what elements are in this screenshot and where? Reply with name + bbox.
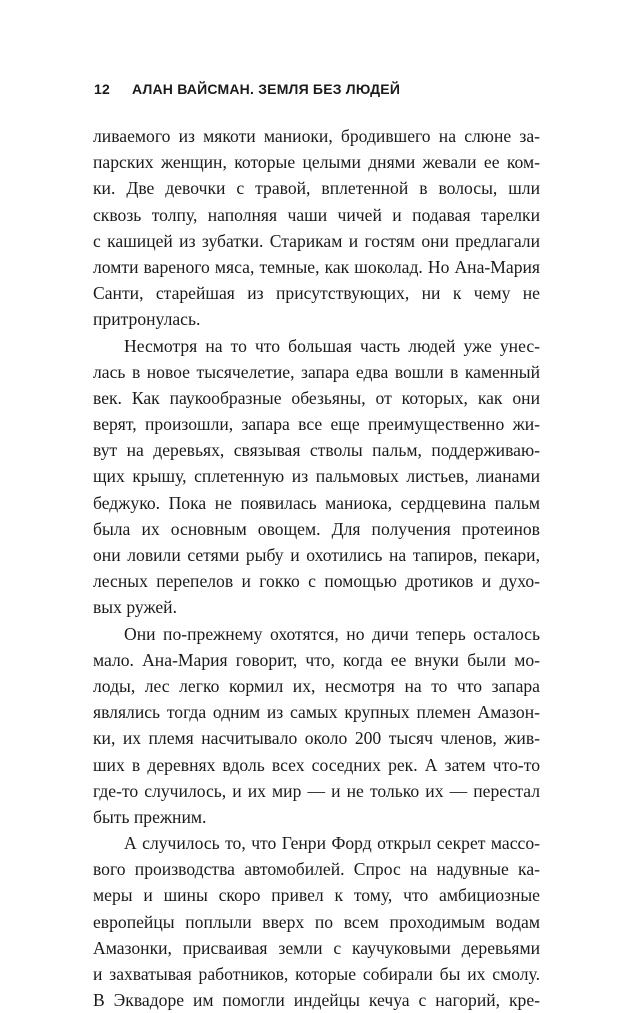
text-line: была их основным овощем. Для получения протеинов bbox=[93, 518, 540, 539]
text-line: они ловили сетями рыбу и охотились на тапиров, пекари, bbox=[93, 545, 540, 565]
text-line: вого производства автомобилей. Спрос на надувные ка- bbox=[93, 859, 540, 880]
text-line: европейцы поплыли вверх по всем проходимым водам bbox=[93, 911, 540, 932]
text-line: меры и шины скоро привел к тому, что амбициозные bbox=[93, 885, 540, 906]
body-text bbox=[93, 123, 540, 1013]
text-line: вут на деревьях, связывая стволы пальм, поддерживаю- bbox=[93, 440, 540, 461]
text-line: беджуко. Пока не появилась маниока, сердцевина пальм bbox=[93, 492, 540, 513]
text-line: быть прежним. bbox=[93, 806, 207, 827]
text-line: щих крышу, сплетенную из пальмовых листьев, лианами bbox=[93, 466, 540, 487]
text-line: ки. Две девочки с травой, вплетенной в волосы, шли bbox=[93, 178, 540, 199]
text-line: верят, произошли, запара все еще преимущественно жи- bbox=[93, 414, 540, 435]
text-line: мало. Ана-Мария говорит, что, когда ее внуки были мо- bbox=[93, 649, 540, 670]
text-line: Амазонки, присваивая земли с каучуковыми деревьями bbox=[93, 937, 540, 958]
text-line: являлись тогда одним из самых крупных племен Амазон- bbox=[93, 702, 540, 723]
text-line: век. Как паукообразные обезьяны, от которых, как они bbox=[93, 387, 540, 408]
text-line: с кашицей из зубатки. Старикам и гостям они предлагали bbox=[93, 230, 540, 251]
text-line: ших в деревнях вдоль всех соседних рек. А затем что-то bbox=[93, 754, 540, 775]
text-line: притронулась. bbox=[93, 309, 201, 330]
text-line: лась в новое тысячелетие, запара едва вошли в каменный bbox=[93, 361, 540, 382]
text-line: Несмотря на то что большая часть людей уже унес- bbox=[124, 335, 540, 356]
text-line: ливаемого из мякоти маниоки, бродившего на слюне за- bbox=[93, 126, 540, 146]
text-line: сквозь толпу, наполняя чаши чичей и подавая тарелки bbox=[93, 204, 540, 225]
text-line: ломти вареного мяса, темные, как шоколад. Но Ана-Мария bbox=[93, 256, 540, 277]
text-line: лоды, лес легко кормил их, несмотря на то что запара bbox=[93, 675, 540, 696]
text-line: и захватывая работников, которые собирали бы их смолу. bbox=[93, 964, 540, 984]
text-line: ки, их племя насчитывало около 200 тысяч членов, жив- bbox=[93, 728, 540, 749]
text-line: В Эквадоре им помогли индейцы кечуа с нагорий, кре- bbox=[93, 990, 540, 1011]
page-number: 12 bbox=[94, 81, 110, 97]
text-line: Санти, старейшая из присутствующих, ни к чему не bbox=[93, 283, 540, 304]
text-line: где-то случилось, и их мир — и не только их — перестал bbox=[93, 780, 540, 801]
running-header bbox=[94, 81, 400, 97]
text-line: вых ружей. bbox=[93, 597, 177, 618]
text-line: лесных перепелов и гокко с помощью дротиков и духо- bbox=[93, 571, 540, 592]
text-line: А случилось то, что Генри Форд открыл секрет массо- bbox=[124, 833, 540, 854]
text-line: парских женщин, которые целыми днями жевали ее ком- bbox=[93, 152, 540, 173]
running-header-book-title: ЗЕМЛЯ БЕЗ ЛЮДЕЙ bbox=[258, 81, 401, 97]
text-line: Они по-прежнему охотятся, но дичи теперь осталось bbox=[124, 623, 540, 644]
running-header-author: АЛАН ВАЙСМАН. bbox=[131, 81, 255, 97]
